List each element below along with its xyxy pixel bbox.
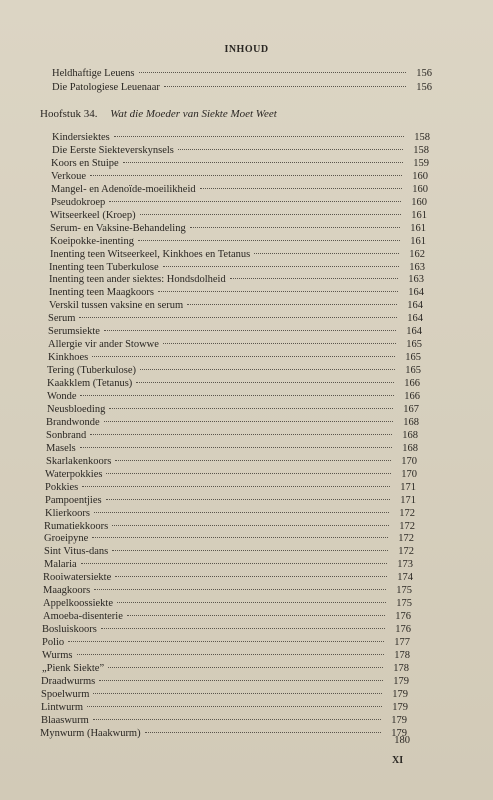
entry-title: Kindersiektes [52, 132, 110, 143]
entry-page-number: 168 [402, 429, 418, 441]
dot-leader [190, 227, 400, 228]
toc-entry [47, 403, 419, 416]
dot-leader [123, 162, 403, 163]
entry-title: Wurms [42, 650, 73, 661]
entry-title: Neusbloeding [47, 403, 106, 415]
entry-title: „Pienk Siekte” [42, 662, 105, 674]
entry-page-number: 177 [394, 637, 410, 649]
entry-title: Verkoue [51, 170, 86, 182]
entry-page-number: 161 [410, 235, 426, 247]
entry-title: Groeipyne [44, 533, 89, 545]
toc-entry [52, 131, 430, 144]
dot-leader [82, 486, 390, 487]
entry-title: Verskil tussen vaksine en serum [49, 300, 184, 312]
toc-entry [46, 416, 419, 429]
entry-page-number: 164 [407, 300, 423, 312]
toc-entry [45, 481, 416, 494]
entry-page-number: 168 [403, 416, 419, 428]
entry-title: Witseerkeel (Kroep) [50, 209, 136, 221]
entry-page-number: 179 [392, 688, 408, 700]
entry-page-number: 161 [411, 209, 427, 221]
dot-leader [200, 188, 402, 189]
dot-leader [140, 369, 395, 370]
dot-leader [99, 680, 383, 681]
dot-leader [112, 525, 389, 526]
entry-page-number: 175 [396, 598, 412, 610]
entry-page-number: 165 [405, 365, 421, 377]
toc-entry [49, 261, 425, 274]
dot-leader [138, 240, 400, 241]
entry-page-number: 179 [391, 714, 407, 726]
toc-entry [40, 727, 407, 740]
entry-page-number: 175 [396, 585, 412, 597]
dot-leader [79, 317, 397, 318]
dot-leader [158, 291, 398, 292]
dot-leader [109, 201, 401, 202]
toc-entry [44, 558, 413, 571]
dot-leader [115, 460, 391, 461]
entry-title: Spoelwurm [41, 688, 90, 700]
entry-title: Malaria [44, 559, 77, 571]
toc-entry [48, 338, 422, 351]
entry-title: Appelkoossiekte [43, 598, 113, 610]
toc-entry [45, 494, 416, 507]
entry-page-number: 160 [412, 170, 428, 182]
toc-entry [50, 222, 426, 235]
toc-entry [45, 468, 417, 481]
entry-title: Heldhaftige Leuens [52, 68, 135, 79]
entry-title: Brandwonde [46, 416, 100, 428]
dot-leader [114, 136, 404, 137]
entry-title: Koors en Stuipe [51, 157, 119, 169]
entry-page-number: 163 [408, 274, 424, 286]
dot-leader [140, 214, 401, 215]
entry-page-number: 158 [413, 144, 429, 156]
entry-title: Inenting teen Maagkoors [49, 287, 154, 299]
toc-entry [52, 81, 432, 94]
toc-entry [52, 67, 432, 80]
entry-title: Die Patologiese Leuenaar [52, 82, 160, 93]
entry-page-number: 179 [391, 727, 407, 739]
entry-title: Serumsiekte [48, 326, 100, 338]
entry-page-number: 159 [413, 157, 429, 169]
entry-page-number: 179 [393, 675, 409, 687]
toc-entry [51, 196, 427, 209]
entry-page-number: 164 [407, 313, 423, 325]
dot-leader [106, 473, 391, 474]
entry-page-number: 172 [399, 520, 415, 532]
entry-page-number: 168 [402, 442, 418, 454]
entry-page-number: 160 [412, 183, 428, 195]
entry-page-number: 171 [400, 481, 416, 493]
toc-entry [41, 714, 407, 727]
toc-entry [41, 701, 408, 714]
toc-entry [51, 183, 428, 196]
dot-leader [77, 654, 385, 655]
toc-entry [51, 170, 428, 183]
toc-entry [45, 507, 415, 520]
toc-entry [46, 455, 417, 468]
toc-entry [44, 532, 414, 545]
entry-page-number: 165 [405, 352, 421, 364]
entry-title: Lintwurm [41, 701, 83, 713]
toc-entry [50, 209, 427, 222]
entry-title: Wonde [47, 391, 77, 402]
entry-page-number: 176 [395, 611, 411, 623]
entry-title: Inenting teen ander siektes: Hondsdolheid [49, 274, 226, 286]
toc-entry [47, 377, 420, 390]
entry-title: Sonbrand [46, 429, 87, 441]
dot-leader [92, 537, 388, 538]
entry-title: Serum [48, 313, 76, 325]
toc-entry [42, 662, 409, 675]
dot-leader [81, 563, 387, 564]
entry-page-number: 164 [406, 326, 422, 338]
dot-leader [145, 732, 381, 733]
entry-page-number: 156 [416, 82, 432, 93]
toc-entry [51, 157, 429, 170]
entry-title: Mangel- en Adenoïde-moeilikheid [51, 183, 196, 195]
entry-page-number: 167 [403, 403, 419, 415]
entry-page-number: 161 [410, 222, 426, 234]
folio-number: XI [392, 755, 404, 766]
entry-title: Amoeba-disenterie [43, 611, 123, 623]
dot-leader [80, 447, 392, 448]
entry-title: Bosluiskoors [42, 624, 97, 636]
toc-entry [41, 688, 408, 701]
dot-leader [94, 589, 386, 590]
toc-entry [46, 429, 418, 442]
entry-title: Mynwurm (Haakwurm) [40, 727, 141, 739]
dot-leader [112, 550, 388, 551]
entry-title: Skarlakenkoors [46, 455, 112, 467]
entry-page-number: 179 [392, 701, 408, 713]
chapter-heading [40, 108, 277, 120]
entry-page-number: 172 [399, 507, 415, 519]
entry-page-number: 174 [397, 572, 413, 584]
dot-leader [106, 499, 390, 500]
entry-title: Allergie vir ander Stowwe [48, 339, 159, 351]
entry-page-number: 176 [395, 624, 411, 636]
entry-title: Polio [42, 637, 65, 649]
toc-entry [42, 649, 410, 662]
entry-title: Pokkies [45, 481, 79, 493]
entry-title: Pseudokroep [51, 196, 106, 208]
entry-page-number: 164 [408, 287, 424, 299]
entry-page-number: 162 [409, 248, 425, 260]
entry-title: Blaaswurm [41, 714, 89, 726]
dot-leader [90, 175, 402, 176]
dot-leader [187, 304, 397, 305]
entry-title: Inenting teen Tuberkulose [49, 261, 159, 273]
entry-title: Rumatiekkoors [44, 520, 109, 532]
dot-leader [115, 576, 387, 577]
toc-entry [44, 520, 415, 533]
toc-entry [49, 286, 424, 299]
entry-title: Draadwurms [41, 675, 96, 687]
entry-page-number: 156 [416, 68, 432, 79]
toc-entry [43, 610, 411, 623]
chapter-label: Hoofstuk 34. [40, 108, 98, 120]
entry-page-number: 163 [409, 261, 425, 273]
page-header: INHOUD [224, 44, 269, 55]
dot-leader [127, 615, 385, 616]
entry-page-number: 178 [393, 662, 409, 674]
toc-entry [42, 623, 411, 636]
entry-title: Waterpokkies [45, 468, 103, 480]
toc-entry [47, 364, 421, 377]
entry-title: Kaakklem (Tetanus) [47, 378, 133, 390]
dot-leader [87, 706, 382, 707]
entry-page-number: 170 [401, 455, 417, 467]
entry-page-number: 166 [404, 378, 420, 390]
toc-entry [50, 248, 425, 261]
entry-title: Pampoentjies [45, 494, 102, 506]
entry-page-number: 165 [406, 339, 422, 351]
dot-leader [90, 434, 392, 435]
dot-leader [178, 149, 403, 150]
entry-page-number: 158 [414, 132, 430, 143]
toc-entry [48, 351, 421, 364]
dot-leader [136, 382, 394, 383]
dot-leader [94, 512, 389, 513]
toc-entry [49, 273, 424, 286]
entry-title: Rooiwatersiekte [43, 572, 112, 584]
entry-title: Tering (Tuberkulose) [47, 365, 136, 377]
chapter-title: Wat die Moeder van Siekte Moet Weet [110, 108, 277, 120]
dot-leader [93, 693, 382, 694]
dot-leader [163, 343, 396, 344]
dot-leader [80, 395, 394, 396]
entry-page-number: 173 [397, 559, 413, 571]
dot-leader [92, 356, 395, 357]
toc-entry [42, 636, 410, 649]
dot-leader [101, 628, 385, 629]
toc-entry [41, 675, 409, 688]
toc-entry [52, 144, 429, 157]
entry-title: Serum- en Vaksine-Behandeling [50, 222, 186, 234]
dot-leader [117, 602, 386, 603]
dot-leader [230, 278, 398, 279]
dot-leader [108, 667, 383, 668]
toc-entry [46, 442, 418, 455]
entry-title: Masels [46, 442, 76, 454]
entry-title: Kinkhoes [48, 352, 89, 364]
entry-page-number: 172 [398, 533, 414, 545]
entry-page-number: 160 [411, 196, 427, 208]
toc-entry [50, 235, 426, 248]
toc-entry [48, 325, 422, 338]
dot-leader [163, 266, 399, 267]
entry-page-number: 166 [404, 391, 420, 402]
toc-entry [48, 312, 423, 325]
entry-page-number: 171 [400, 494, 416, 506]
toc-entry [44, 545, 414, 558]
dot-leader [139, 72, 406, 73]
entry-title: Maagkoors [43, 585, 91, 597]
trailing-page-number: 180 [394, 735, 410, 746]
dot-leader [104, 421, 393, 422]
toc-entry [43, 597, 412, 610]
toc-entry [49, 299, 423, 312]
dot-leader [254, 253, 399, 254]
entry-title: Klierkoors [45, 507, 90, 519]
entry-page-number: 178 [394, 650, 410, 661]
entry-title: Sint Vitus-dans [44, 546, 109, 558]
dot-leader [104, 330, 396, 331]
dot-leader [93, 719, 381, 720]
toc-entry [43, 584, 412, 597]
dot-leader [109, 408, 393, 409]
entry-title: Inenting teen Witseerkeel, Kinkhoes en Tetanus [50, 248, 251, 260]
toc-entry [47, 390, 420, 403]
entry-page-number: 172 [398, 546, 414, 558]
dot-leader [68, 641, 384, 642]
entry-title: Die Eerste Siekteverskynsels [52, 144, 174, 156]
toc-entry [43, 571, 413, 584]
dot-leader [164, 86, 406, 87]
entry-page-number: 170 [401, 468, 417, 480]
entry-title: Koeipokke-inenting [50, 235, 134, 247]
